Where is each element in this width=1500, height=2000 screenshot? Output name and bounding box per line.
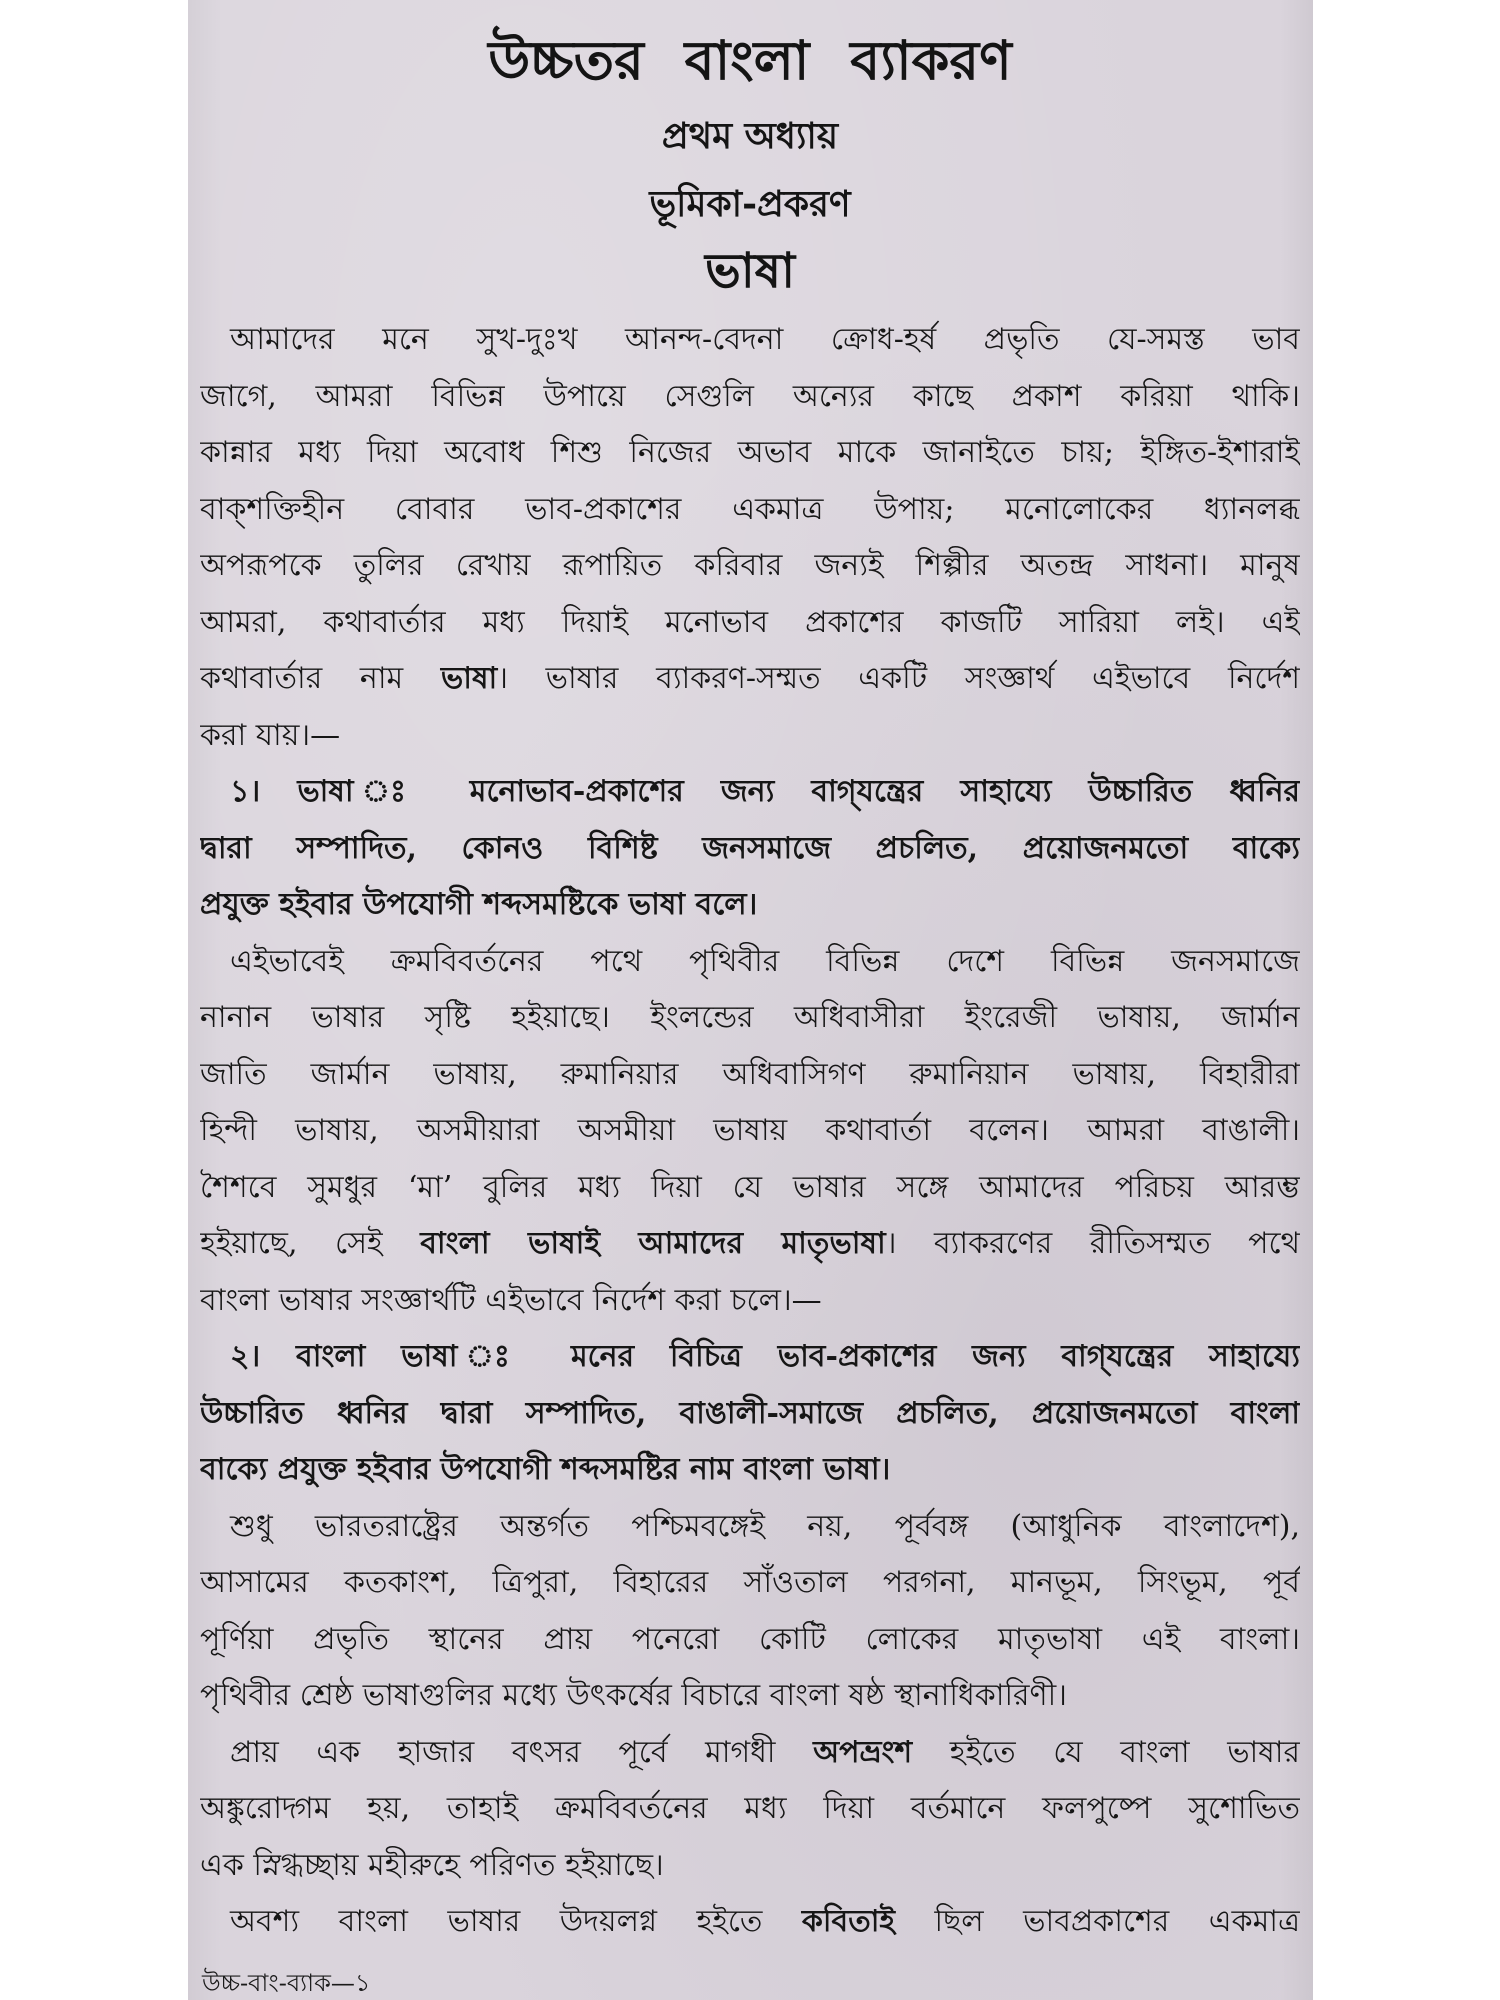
bold-term: কবিতাই — [801, 1904, 896, 1939]
text-segment: আমরা, কথাবার্তার মধ্য দিয়াই মনোভাব প্রকাশের কাজটি সারিয়া লই। এই — [200, 604, 1300, 640]
text-line — [200, 595, 1300, 652]
text-line — [200, 1725, 1300, 1782]
bold-term: উচ্চারিত ধ্বনির দ্বারা সম্পাদিত, বাঙালী-সমাজে প্রচলিত, প্রয়োজনমতো বাংলা — [200, 1395, 1300, 1431]
book-page — [188, 0, 1313, 2000]
text-line — [200, 651, 1300, 708]
text-segment: পূর্ণিয়া প্রভৃতি স্থানের প্রায় পনেরো কোটি লোকের মাতৃভাষা এই বাংলা। — [200, 1621, 1300, 1657]
text-line — [200, 1555, 1300, 1612]
text-line — [200, 1612, 1300, 1669]
text-segment: আসামের কতকাংশ, ত্রিপুরা, বিহারের সাঁওতাল পরগনা, মানভূম, সিংভূম, পূর্ব — [200, 1565, 1300, 1600]
text-line — [200, 1442, 1300, 1499]
text-line — [200, 312, 1300, 369]
text-segment: প্রায় এক হাজার বৎসর পূর্বে মাগধী — [230, 1734, 814, 1770]
text-line — [200, 1668, 1300, 1725]
paragraph — [200, 1499, 1300, 1725]
text-line — [200, 1103, 1300, 1160]
text-line — [200, 1160, 1300, 1217]
text-segment: । ভাষার ব্যাকরণ-সম্মত একটি সংজ্ঞার্থ এইভাবে নির্দেশ — [497, 661, 1300, 696]
bold-term: ২। বাংলা ভাষা ঃ মনের বিচিত্র ভাব-প্রকাশের জন্য বাগ্‌যন্ত্রের সাহায্যে — [230, 1339, 1300, 1374]
text-line — [200, 1838, 1300, 1895]
text-segment: অপরূপকে তুলির রেখায় রূপায়িত করিবার জন্যই শিল্পীর অতন্দ্র সাধনা। মানুষ — [200, 548, 1300, 583]
text-segment: শৈশবে সুমধুর ‘মা’ বুলির মধ্য দিয়া যে ভাষার সঙ্গে আমাদের পরিচয় আরম্ভ — [200, 1169, 1300, 1205]
text-segment: আমাদের মনে সুখ-দুঃখ আনন্দ-বেদনা ক্রোধ-হর্ষ প্রভৃতি যে-সমস্ত ভাব — [230, 322, 1300, 357]
text-segment: পৃথিবীর শ্রেষ্ঠ ভাষাগুলির মধ্যে উৎকর্ষের বিচারে বাংলা ষষ্ঠ স্থানাধিকারিণী। — [200, 1678, 1067, 1713]
text-line — [200, 369, 1300, 426]
bold-term: ভাষা — [440, 661, 498, 696]
text-line — [200, 538, 1300, 595]
book-title: উচ্চতর বাংলা ব্যাকরণ — [488, 28, 1012, 92]
text-segment: অবশ্য বাংলা ভাষার উদয়লগ্ন হইতে — [230, 1904, 802, 1939]
bold-term: বাক্যে প্রযুক্ত হইবার উপযোগী শব্দসমষ্টির নাম বাংলা ভাষা। — [200, 1452, 891, 1487]
text-segment: বাক্‌শক্তিহীন বোবার ভাব-প্রকাশের একমাত্র উপায়; মনোলোকের ধ্যানলব্ধ — [200, 491, 1300, 527]
body-text — [200, 312, 1300, 1951]
text-segment: । ব্যাকরণের রীতিসম্মত পথে — [885, 1226, 1300, 1261]
text-segment: কথাবার্তার নাম — [200, 661, 441, 696]
text-line — [200, 1781, 1300, 1838]
bold-term: ১। ভাষা ঃ মনোভাব-প্রকাশের জন্য বাগ্‌যন্ত্রের সাহায্যে উচ্চারিত ধ্বনির — [230, 774, 1300, 809]
definition-paragraph — [200, 764, 1300, 934]
text-segment: করা যায়।— — [200, 717, 341, 753]
text-segment: অঙ্কুরোদ্গম হয়, তাহাই ক্রমবিবর্তনের মধ্য দিয়া বর্তমানে ফলপুষ্পে সুশোভিত — [200, 1791, 1300, 1826]
paragraph — [200, 1725, 1300, 1895]
text-line — [200, 1386, 1300, 1443]
topic-title: ভাষা — [704, 243, 796, 299]
text-segment: কান্নার মধ্য দিয়া অবোধ শিশু নিজের অভাব মাকে জানাইতে চায়; ইঙ্গিত-ইশারাই — [200, 435, 1300, 470]
section-title: ভূমিকা-প্রকরণ — [649, 183, 851, 225]
text-line — [200, 708, 1300, 765]
text-line — [200, 1273, 1300, 1330]
text-segment: ছিল ভাবপ্রকাশের একমাত্র — [895, 1904, 1300, 1939]
text-line — [200, 482, 1300, 539]
bold-term: দ্বারা সম্পাদিত, কোনও বিশিষ্ট জনসমাজে প্রচলিত, প্রয়োজনমতো বাক্যে — [200, 830, 1300, 866]
text-segment: এইভাবেই ক্রমবিবর্তনের পথে পৃথিবীর বিভিন্ন দেশে বিভিন্ন জনসমাজে — [230, 943, 1300, 979]
text-line — [200, 764, 1300, 821]
paragraph — [200, 934, 1300, 1330]
text-segment: হইয়াছে, সেই — [200, 1226, 421, 1261]
text-segment: এক স্নিগ্ধচ্ছায় মহীরুহে পরিণত হইয়াছে। — [200, 1847, 664, 1883]
bold-term: অপভ্রংশ — [813, 1734, 913, 1770]
text-segment: হিন্দী ভাষায়, অসমীয়ারা অসমীয়া ভাষায় কথাবার্তা বলেন। আমরা বাঙালী। — [200, 1113, 1300, 1148]
text-line — [200, 1499, 1300, 1556]
text-line — [200, 1329, 1300, 1386]
bold-term: প্রযুক্ত হইবার উপযোগী শব্দসমষ্টিকে ভাষা বলে। — [200, 887, 758, 922]
text-segment: নানান ভাষার সৃষ্টি হইয়াছে। ইংলন্ডের অধিবাসীরা ইংরেজী ভাষায়, জার্মান — [200, 1000, 1300, 1035]
text-line — [200, 425, 1300, 482]
paragraph — [200, 312, 1300, 764]
text-line — [200, 877, 1300, 934]
text-line — [200, 934, 1300, 991]
text-line — [200, 1894, 1300, 1951]
text-line — [200, 821, 1300, 878]
chapter-title: প্রথম অধ্যায় — [661, 115, 839, 157]
page-signature: উচ্চ-বাং-ব্যাক—১ — [202, 1969, 371, 1997]
text-segment: হইতে যে বাংলা ভাষার — [912, 1734, 1300, 1770]
text-line — [200, 1216, 1300, 1273]
text-line — [200, 990, 1300, 1047]
bold-term: বাংলা ভাষাই আমাদের মাতৃভাষা — [420, 1226, 886, 1261]
text-segment: শুধু ভারতরাষ্ট্রের অন্তর্গত পশ্চিমবঙ্গেই নয়, পূর্ববঙ্গ (আধুনিক বাংলাদেশ), — [230, 1508, 1300, 1544]
definition-paragraph — [200, 1329, 1300, 1499]
text-segment: জাগে, আমরা বিভিন্ন উপায়ে সেগুলি অন্যের কাছে প্রকাশ করিয়া থাকি। — [200, 378, 1300, 414]
paragraph — [200, 1894, 1300, 1951]
text-segment: বাংলা ভাষার সংজ্ঞার্থটি এইভাবে নির্দেশ করা চলে।— — [200, 1282, 822, 1318]
text-line — [200, 1047, 1300, 1104]
text-segment: জাতি জার্মান ভাষায়, রুমানিয়ার অধিবাসিগণ রুমানিয়ান ভাষায়, বিহারীরা — [200, 1056, 1300, 1092]
